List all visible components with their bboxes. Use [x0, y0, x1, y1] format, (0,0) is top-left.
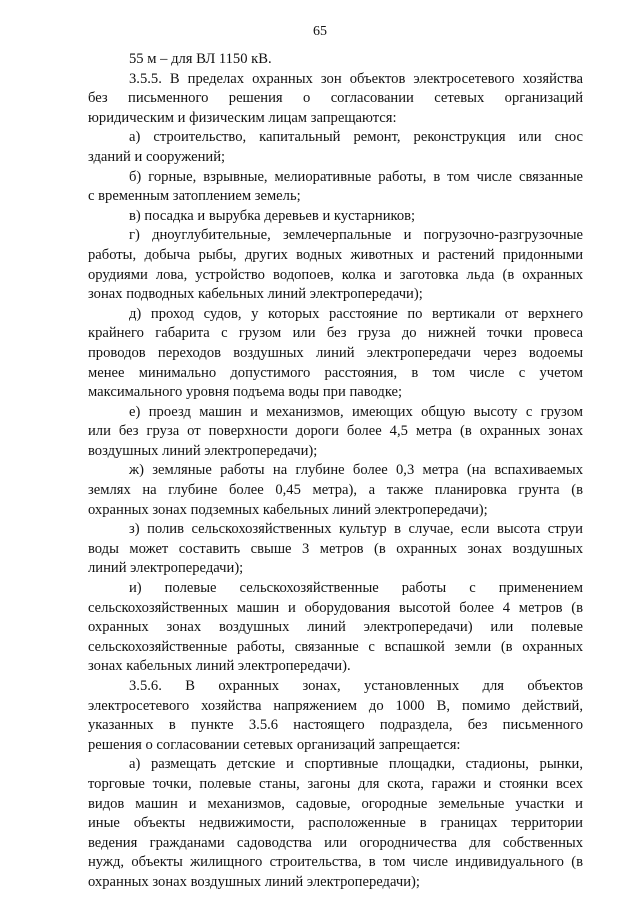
paragraph-line: г) дноуглубительные, землечерпальные и погрузочно-разгрузочные	[129, 227, 583, 244]
paragraph-line: а) строительство, капитальный ремонт, реконструкция или снос	[129, 129, 583, 146]
paragraph	[88, 70, 583, 129]
paragraph-line: проводов переходов воздушных линий электропередачи через водоемы	[88, 344, 583, 361]
paragraph-line: юридическим и физическим лицам запрещаются:	[88, 109, 397, 126]
paragraph-line: иные объекты недвижимости, расположенные в границах территории	[88, 815, 583, 832]
paragraph-line: нужд, объекты жилищного строительства, в том числе индивидуального (в	[88, 854, 583, 871]
paragraph-line: крайнего габарита с грузом или без груза до нижней точки провеса	[88, 325, 583, 342]
paragraph-line: с временным затоплением земель;	[88, 188, 301, 205]
document-body	[88, 50, 583, 893]
paragraph-line: зонах подводных кабельных линий электропередачи);	[88, 286, 423, 303]
paragraph-line: з) полив сельскохозяйственных культур в случае, если высота струи	[129, 521, 583, 538]
paragraph-line: воздушных линий электропередачи);	[88, 442, 318, 459]
paragraph-line: охранных зонах воздушных линий электропередачи) или полевые	[88, 619, 583, 636]
paragraph-line: видов машин и механизмов, садовые, огородные земельные участки и	[88, 795, 583, 812]
paragraph-line: зданий и сооружений;	[88, 148, 226, 165]
paragraph	[88, 461, 583, 520]
paragraph-line: линий электропередачи);	[88, 560, 244, 577]
paragraph-line: ведения гражданами садоводства или огородничества для собственных	[88, 834, 583, 851]
paragraph	[88, 226, 583, 304]
paragraph-line: или без груза от поверхности дороги более 4,5 метра (в охранных зонах	[88, 423, 583, 440]
paragraph-line: 3.5.6. В охранных зонах, установленных для объектов	[129, 678, 583, 694]
paragraph-line: менее минимально допустимого расстояния, в том числе с учетом	[88, 364, 583, 381]
paragraph-line: е) проезд машин и механизмов, имеющих общую высоту с грузом	[129, 403, 583, 420]
paragraph	[88, 128, 583, 167]
paragraph	[88, 755, 583, 892]
paragraph-line: работы, добыча рыбы, других водных животных и растений придонными	[88, 246, 583, 263]
paragraph	[88, 168, 583, 207]
paragraph	[88, 50, 583, 70]
paragraph-line: электросетевого хозяйства напряжением до 1000 В, помимо действий,	[88, 697, 583, 714]
paragraph	[88, 207, 583, 227]
paragraph-line: землях на глубине более 0,45 метра), а также планировка грунта (в	[88, 482, 583, 499]
paragraph	[88, 677, 583, 755]
paragraph-line: без письменного решения о согласовании сетевых организаций	[88, 90, 583, 107]
paragraph	[88, 579, 583, 677]
paragraph-line: сельскохозяйственные работы, связанные с вспашкой земли (в охранных	[88, 638, 583, 655]
paragraph-line: б) горные, взрывные, мелиоративные работы, в том числе связанные	[129, 168, 583, 185]
paragraph-line: сельскохозяйственных машин и оборудования высотой более 4 метров (в	[88, 599, 583, 616]
paragraph	[88, 403, 583, 462]
paragraph-line: а) размещать детские и спортивные площадки, стадионы, рынки,	[129, 756, 583, 773]
paragraph-line: охранных зонах воздушных линий электропередачи);	[88, 873, 420, 890]
paragraph-line: д) проход судов, у которых расстояние по вертикали от верхнего	[129, 305, 583, 322]
paragraph-line: максимального уровня подъема воды при паводке;	[88, 384, 403, 401]
paragraph	[88, 520, 583, 579]
page-number: 65	[313, 24, 327, 39]
paragraph	[88, 305, 583, 403]
paragraph-line: орудиями лова, устройство водопоев, колка и заготовка льда (в охранных	[88, 266, 583, 283]
paragraph-line: в) посадка и вырубка деревьев и кустарников;	[129, 207, 416, 224]
paragraph-line: зонах кабельных линий электропередачи).	[88, 658, 351, 675]
paragraph-line: 3.5.5. В пределах охранных зон объектов электросетевого хозяйства	[129, 70, 583, 87]
paragraph-line: 55 м – для ВЛ 1150 кВ.	[129, 51, 272, 67]
paragraph-line: и) полевые сельскохозяйственные работы с применением	[129, 580, 583, 597]
paragraph-line: охранных зонах подземных кабельных линий электропередачи);	[88, 501, 488, 518]
paragraph-line: ж) земляные работы на глубине более 0,3 метра (на вспахиваемых	[129, 462, 583, 479]
paragraph-line: решения о согласовании сетевых организаций запрещается:	[88, 736, 461, 753]
paragraph-line: воды может составить свыше 3 метров (в охранных зонах воздушных	[88, 540, 583, 557]
paragraph-line: указанных в пункте 3.5.6 настоящего подраздела, без письменного	[88, 717, 583, 734]
paragraph-line: торговые точки, полевые станы, загоны для скота, гаражи и стоянки всех	[88, 775, 583, 792]
